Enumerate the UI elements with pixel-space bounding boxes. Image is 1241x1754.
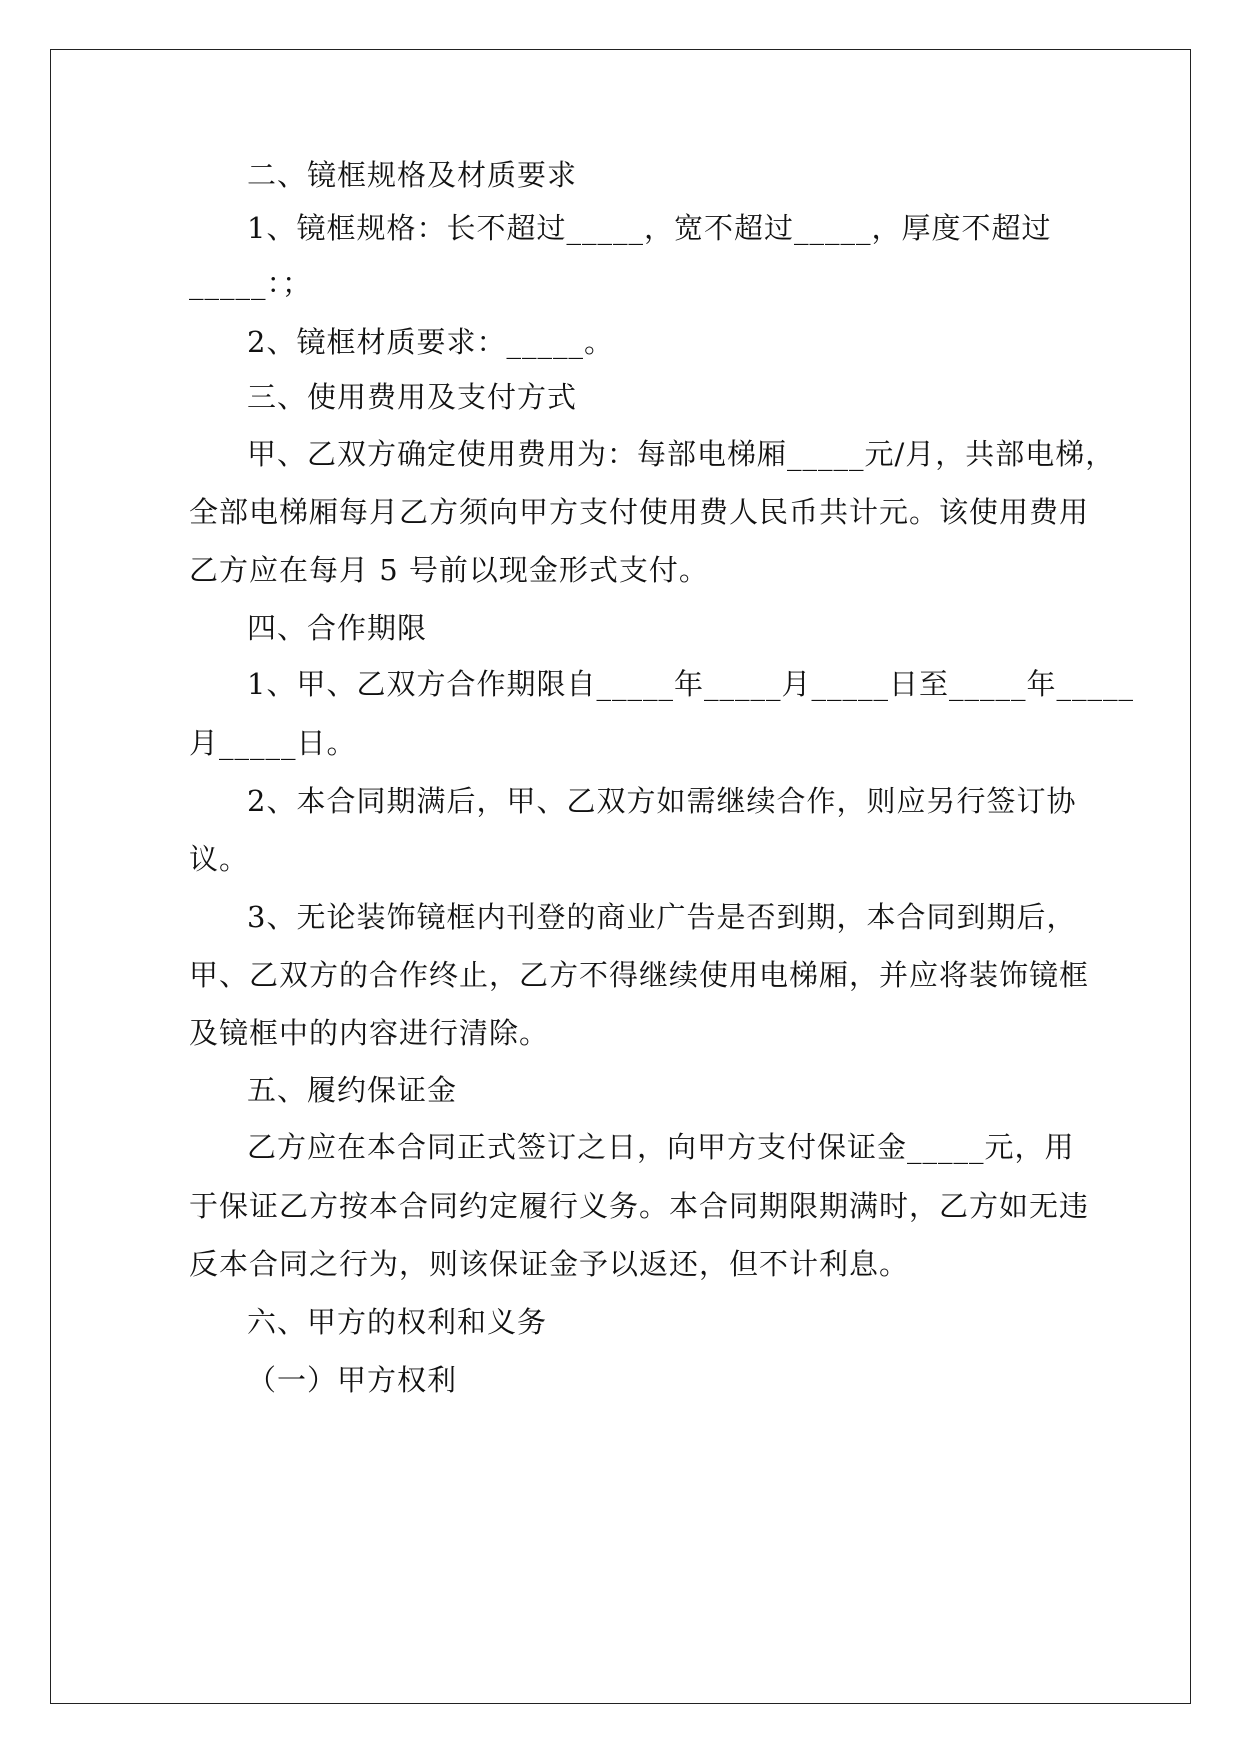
paragraph-line: 甲、乙双方的合作终止，乙方不得继续使用电梯厢，并应将装饰镜框: [189, 958, 1090, 992]
paragraph-line: 3、无论装饰镜框内刊登的商业广告是否到期，本合同到期后，: [247, 900, 1077, 934]
section-heading-5: 五、履约保证金: [247, 1073, 458, 1107]
paragraph-line: 及镜框中的内容进行清除。: [189, 1016, 550, 1050]
paragraph-line: 甲、乙双方确定使用费用为：每部电梯厢_____元/月，共部电梯，: [247, 437, 1116, 471]
paragraph-line: 1、镜框规格：长不超过_____，宽不超过_____，厚度不超过: [247, 211, 1052, 245]
paragraph-line: 月_____日。: [189, 726, 357, 760]
section-heading-4: 四、合作期限: [247, 611, 428, 645]
paragraph-line: 2、本合同期满后，甲、乙双方如需继续合作，则应另行签订协: [247, 784, 1077, 818]
subsection-heading: （一）甲方权利: [247, 1363, 458, 1397]
paragraph-line: 议。: [189, 842, 250, 876]
paragraph-line: 全部电梯厢每月乙方须向甲方支付使用费人民币共计元。该使用费用: [189, 495, 1090, 529]
paragraph-line: 1、甲、乙双方合作期限自_____年_____月_____日至_____年_____: [247, 667, 1134, 701]
paragraph-line: 2、镜框材质要求：_____。: [247, 325, 614, 359]
paragraph-line: 于保证乙方按本合同约定履行义务。本合同期限期满时，乙方如无违: [189, 1189, 1090, 1223]
paragraph-line: 反本合同之行为，则该保证金予以返还，但不计利息。: [189, 1247, 910, 1281]
paragraph-line: _____：；: [189, 266, 313, 300]
paragraph-line: 乙方应在每月 5 号前以现金形式支付。: [189, 553, 709, 587]
section-heading-2: 二、镜框规格及材质要求: [247, 158, 578, 192]
section-heading-6: 六、甲方的权利和义务: [247, 1305, 548, 1339]
paragraph-line: 乙方应在本合同正式签订之日，向甲方支付保证金_____元，用: [247, 1130, 1075, 1164]
section-heading-3: 三、使用费用及支付方式: [247, 380, 578, 414]
